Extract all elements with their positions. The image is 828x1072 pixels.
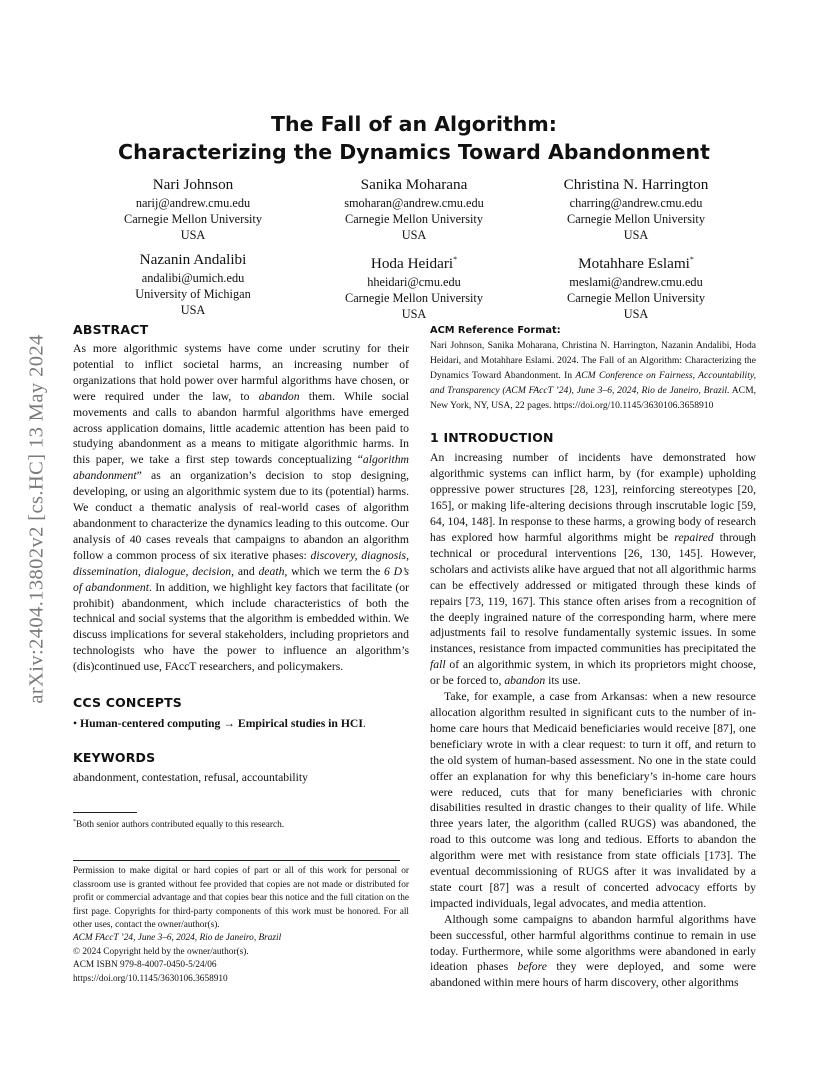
intro-emphasis: before bbox=[517, 960, 547, 974]
author-name: Nazanin Andalibi bbox=[139, 251, 247, 268]
author-country: USA bbox=[180, 303, 206, 317]
author-country: USA bbox=[401, 307, 427, 322]
intro-text: An increasing number of incidents have demonstrated how algorithmic systems can inflict harm, by (for example) upholding oppressive power structures [28, 123], reinforcing stereotypes [20, 165], or making life-altering decisions through inscrutable logic [59, 64, 104, 148]. In response to these harms, a growing body of research has explored how harmful algorithms might be bbox=[430, 451, 756, 544]
author-country: USA bbox=[180, 228, 206, 242]
author-email: hheidari@cmu.edu bbox=[367, 275, 461, 290]
equal-contribution-marker: * bbox=[689, 255, 694, 264]
ccs-text: Human-centered computing → Empirical studies in HCI bbox=[80, 717, 363, 731]
right-column bbox=[430, 325, 756, 991]
author-block bbox=[294, 250, 534, 322]
title-line-1: The Fall of an Algorithm: bbox=[271, 112, 557, 136]
intro-paragraph-3 bbox=[430, 912, 756, 992]
author-name: Christina N. Harrington bbox=[563, 176, 709, 193]
doi-line: https://doi.org/10.1145/3630106.3658910 bbox=[73, 973, 228, 984]
permission-rule bbox=[73, 860, 400, 861]
author-email: andalibi@umich.edu bbox=[141, 271, 245, 285]
abstract-emphasis: death, bbox=[258, 564, 288, 578]
footnote-text: Both senior authors contributed equally to this research. bbox=[76, 819, 285, 830]
abstract-text: ” as an organization’s decision to stop designing, developing, or using an algorithmic system due to its (potential) harms. We conduct a thematic analysis of real-world cases of algorithm abandonment to characterize the dynamics leading to this outcome. Our analysis of 40 cases reveals that campaigns to abandon an algorithm follow a common process of six iterative phases: bbox=[73, 469, 409, 562]
abstract-heading: ABSTRACT bbox=[73, 322, 149, 337]
ccs-period: . bbox=[362, 717, 366, 731]
abstract-text: As more algorithmic systems have come under scrutiny for their potential to inflict societal harms, an increasing number of organizations that hold power over harmful algorithms have chosen, or were required under the law, to bbox=[73, 342, 409, 403]
author-block bbox=[516, 250, 756, 322]
reference-emphasis: ACM Conference on Fairness, Accountability, and Transparency (ACM FAccT ’24), June 3–6, 2024, Rio de Janeiro, Brazil. bbox=[430, 370, 756, 397]
author-block bbox=[73, 175, 313, 243]
author-country: USA bbox=[623, 307, 649, 322]
reference-text: ACM, New York, NY, USA, 22 pages. https://doi.org/10.1145/3630106.3658910 bbox=[430, 385, 756, 412]
left-column bbox=[73, 322, 409, 986]
intro-paragraph-2: Take, for example, a case from Arkansas: when a new resource allocation algorithm resulted in significant cuts to the number of in-home care hours that Medicaid beneficiaries would receive [87], one beneficiary wrote in with a clear request: to turn it off, and return to the old system of human-based assessment. No one in the state could offer an explanation for why this beneficiary’s in-home care hours were reduced, cuts that for many beneficiaries with chronic disabilities resulted in drastic changes to their quality of life. While three years later, the algorithm (called RUGS) was abandoned, the road to this outcome was long and tedious. Efforts to abandon the algorithm were met with resistance from state officials [173]. The eventual decommissioning of RUGS after it was invalidated by a state court [87] was a result of concerted advocacy efforts by impacted individuals, legal advocates, and media attention. bbox=[430, 690, 756, 910]
arxiv-sidebar bbox=[22, 276, 52, 762]
abstract-emphasis: abandon bbox=[258, 389, 300, 403]
author-affiliation: Carnegie Mellon University bbox=[345, 212, 483, 226]
arxiv-identifier: arXiv:2404.13802v2 [cs.HC] 13 May 2024 bbox=[25, 334, 48, 704]
permission-block bbox=[73, 865, 409, 986]
ccs-concepts bbox=[73, 716, 409, 732]
footnote-marker: * bbox=[73, 818, 76, 825]
intro-text: its use. bbox=[545, 674, 581, 688]
author-country: USA bbox=[623, 228, 649, 242]
author-block bbox=[516, 175, 756, 243]
isbn-line: ACM ISBN 979-8-4007-0450-5/24/06 bbox=[73, 960, 217, 971]
footnote-rule bbox=[73, 812, 137, 813]
intro-emphasis: repaired bbox=[674, 531, 714, 544]
intro-text: of an algorithmic system, in which its proprietors might choose, or be forced to, bbox=[430, 658, 756, 688]
author-affiliation: Carnegie Mellon University bbox=[567, 291, 705, 306]
author-name: Hoda Heidari bbox=[370, 255, 454, 273]
abstract-text: them. While social movements and calls to abandon harmful algorithms have emerged across application domains, little academic attention has been paid to studying abandonment as a means to mitigate algorithmic harms. In this paper, we take a first step towards conceptualizing “ bbox=[73, 389, 409, 467]
footnote bbox=[73, 816, 409, 833]
abstract-text: which we term the bbox=[287, 564, 385, 578]
venue-line: ACM FAccT ’24, June 3–6, 2024, Rio de Janeiro, Brazil bbox=[73, 933, 282, 944]
intro-paragraph-1 bbox=[430, 450, 756, 689]
intro-text: they were deployed, and some were abandoned within mere hours of harm discovery, other algorithms bbox=[430, 960, 756, 990]
intro-emphasis: fall bbox=[430, 658, 446, 672]
keywords-heading: KEYWORDS bbox=[73, 749, 156, 765]
reference-format-body bbox=[430, 338, 756, 413]
intro-text: Although some campaigns to abandon harmful algorithms have been successful, other harmful algorithms continue to remain in use today. Furthermore, while some algorithms were abandoned in early ideation phases bbox=[430, 912, 756, 974]
ccs-heading: CCS CONCEPTS bbox=[73, 695, 182, 711]
ccs-bullet: • bbox=[73, 717, 78, 731]
author-affiliation: Carnegie Mellon University bbox=[124, 212, 262, 226]
author-country: USA bbox=[401, 228, 427, 242]
author-block bbox=[73, 250, 313, 318]
author-affiliation: Carnegie Mellon University bbox=[345, 291, 483, 306]
equal-contribution-marker: * bbox=[453, 255, 458, 264]
copyright-line: © 2024 Copyright held by the owner/author(s). bbox=[73, 946, 249, 957]
permission-text: Permission to make digital or hard copies of part or all of this work for personal or classroom use is granted without fee provided that copies are not made or distributed for profit or commercial advantage and that copies bear this notice and the full citation on the first page. Copyrights for third-party components of this work must be honored. For all other uses, contact the owner/author(s). bbox=[73, 866, 409, 930]
author-name: Motahhare Eslami bbox=[578, 255, 690, 273]
author-name: Nari Johnson bbox=[152, 176, 234, 193]
keywords-text: abandonment, contestation, refusal, accountability bbox=[73, 770, 308, 784]
author-email: meslami@andrew.cmu.edu bbox=[569, 275, 703, 290]
author-affiliation: University of Michigan bbox=[135, 287, 251, 301]
author-name: Sanika Moharana bbox=[360, 176, 468, 193]
author-email: charring@andrew.cmu.edu bbox=[569, 196, 703, 210]
abstract-emphasis: 6 D’s of abandonment bbox=[73, 564, 410, 594]
author-block bbox=[294, 175, 534, 243]
title-line-2: Characterizing the Dynamics Toward Abandonment bbox=[118, 140, 710, 164]
abstract-emphasis: algorithm abandonment bbox=[73, 453, 409, 483]
reference-format-heading: ACM Reference Format: bbox=[430, 325, 561, 336]
abstract-text: and bbox=[234, 564, 259, 578]
author-affiliation: Carnegie Mellon University bbox=[567, 212, 705, 226]
abstract-emphasis: discovery, diagnosis, dissemination, dialogue, decision, bbox=[73, 548, 409, 578]
author-email: smoharan@andrew.cmu.edu bbox=[344, 196, 484, 210]
author-email: narij@andrew.cmu.edu bbox=[135, 196, 251, 210]
intro-text: through technical or procedural interventions [26, 130, 145]. However, scholars and activists alike have argued that not all algorithmic harms can be effectively addressed or mitigated through these kinds of repairs [73, 119, 167]. This stance often arises from a recognition of the deeply ingrained nature of the corresponding harm, where mere adjustments fail to resolve fundamentally systemic issues. In some instances, resistance from impacted communities has precipitated the bbox=[430, 531, 757, 656]
reference-text: Nari Johnson, Sanika Moharana, Christina N. Harrington, Nazanin Andalibi, Hoda Heidari, and Motahhare Eslami. 2024. The Fall of an Algorithm: Characterizing the Dynamics Toward Abandonment. In bbox=[430, 340, 756, 382]
abstract-body bbox=[73, 341, 409, 675]
introduction-heading: 1 INTRODUCTION bbox=[430, 430, 554, 446]
abstract-text: . In addition, we highlight key factors that facilitate (or prohibit) abandonment, which include characteristics of both the technical and social systems that the algorithm is embedded within. We discuss implications for several stakeholders, including proprietors and technologists who have the power to influence an algorithm’s (dis)continued use, FAccT researchers, and policymakers. bbox=[73, 580, 409, 674]
intro-emphasis: abandon bbox=[504, 674, 546, 688]
paper-title bbox=[0, 110, 828, 166]
